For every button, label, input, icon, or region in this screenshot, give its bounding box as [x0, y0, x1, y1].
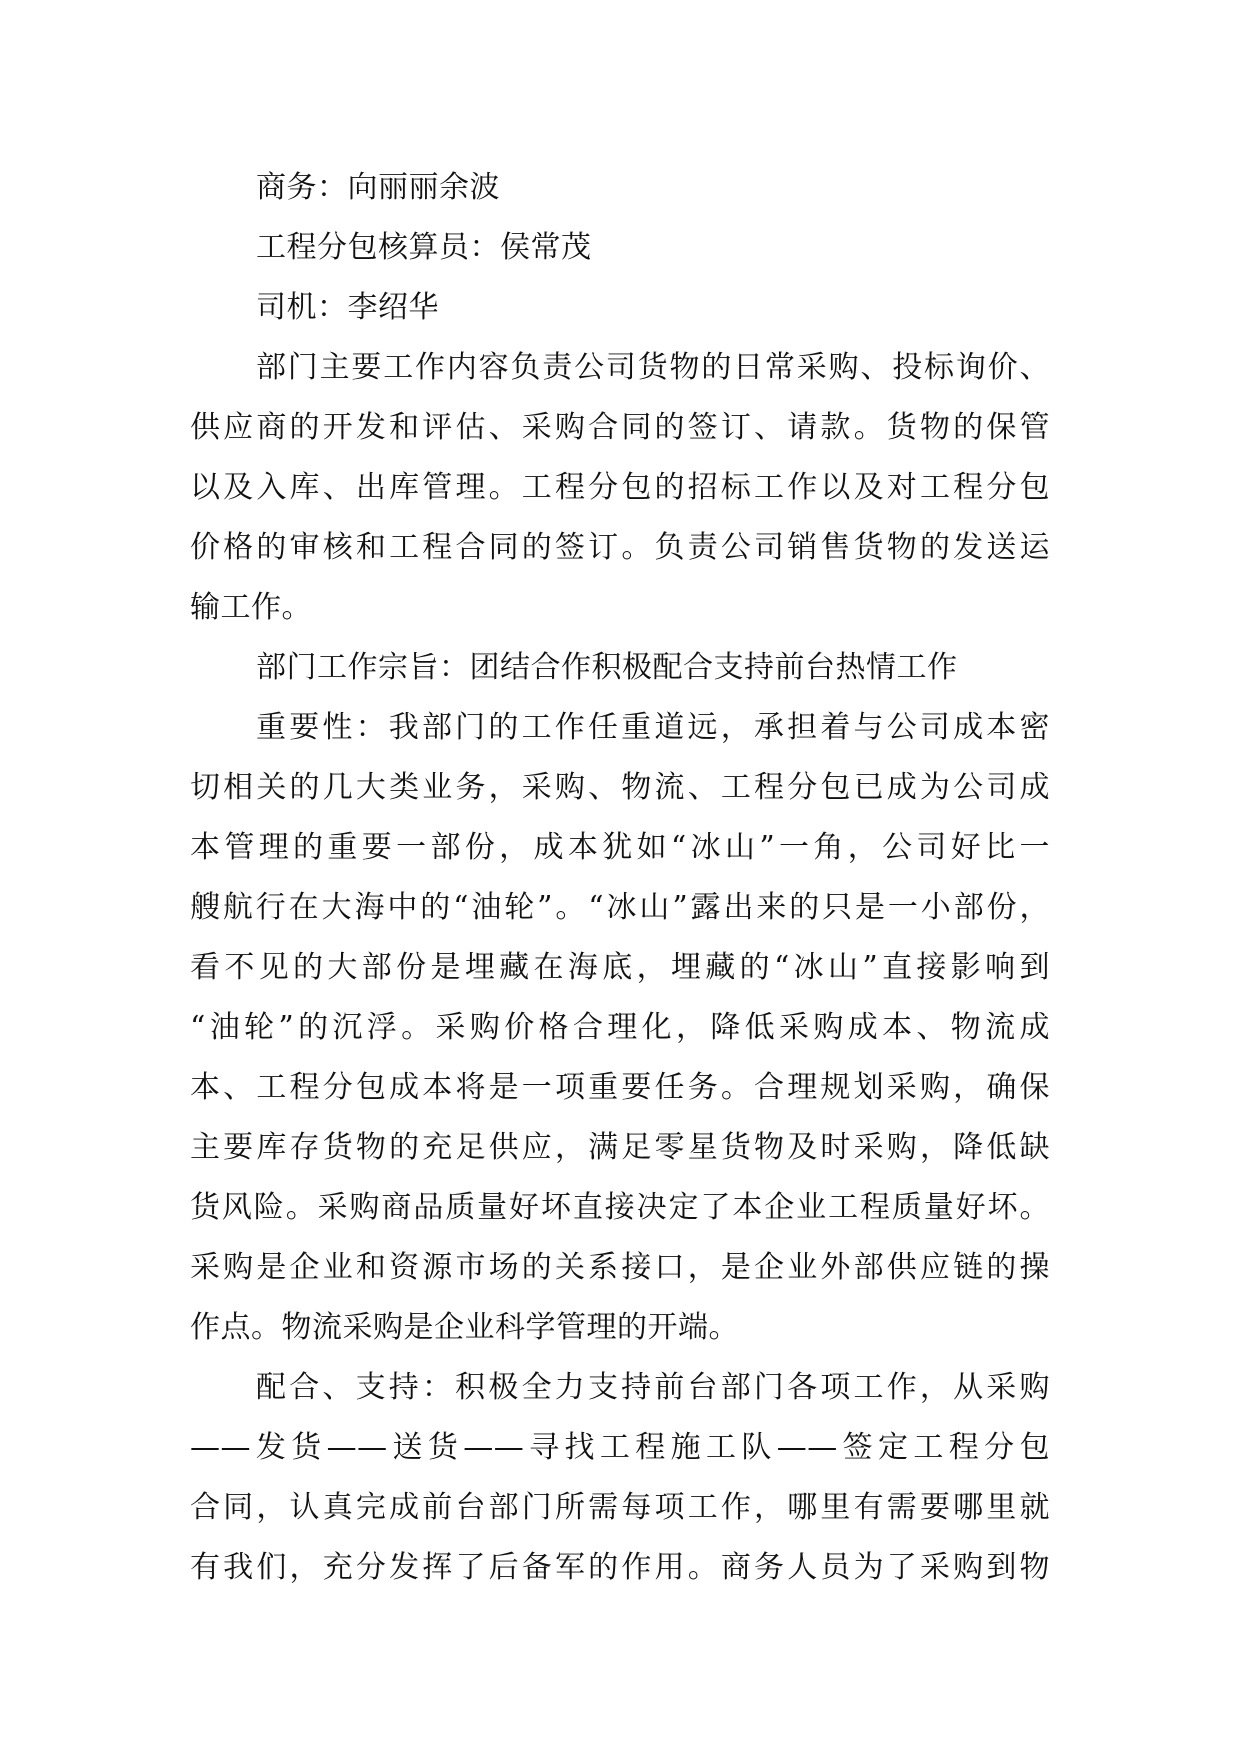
text-line: 有我们，充分发挥了后备军的作用。商务人员为了采购到物 — [190, 1550, 1050, 1585]
text-line: “油轮”的沉浮。采购价格合理化，降低采购成本、物流成 — [190, 1010, 1050, 1045]
text-line: 供应商的开发和评估、采购合同的签订、请款。货物的保管 — [190, 410, 1050, 445]
text-line: 输工作。 — [190, 590, 312, 625]
text-line: 商务：向丽丽余波 — [256, 170, 500, 205]
text-line: 艘航行在大海中的“油轮”。“冰山”露出来的只是一小部份， — [190, 890, 1050, 925]
text-line: 主要库存货物的充足供应，满足零星货物及时采购，降低缺 — [190, 1130, 1050, 1165]
text-line: ——发货——送货——寻找工程施工队——签定工程分包 — [190, 1430, 1050, 1465]
text-line: 看不见的大部份是埋藏在海底，埋藏的“冰山”直接影响到 — [190, 950, 1050, 985]
text-line: 以及入库、出库管理。工程分包的招标工作以及对工程分包 — [190, 470, 1050, 505]
text-line: 司机：李绍华 — [256, 290, 439, 325]
text-line: 切相关的几大类业务，采购、物流、工程分包已成为公司成 — [190, 770, 1050, 805]
text-line: 货风险。采购商品质量好坏直接决定了本企业工程质量好坏。 — [190, 1190, 1050, 1225]
text-line: 采购是企业和资源市场的关系接口，是企业外部供应链的操 — [190, 1250, 1050, 1285]
text-line: 工程分包核算员：侯常茂 — [256, 230, 592, 265]
text-line: 本管理的重要一部份，成本犹如“冰山”一角，公司好比一 — [190, 830, 1050, 865]
text-line: 作点。物流采购是企业科学管理的开端。 — [190, 1310, 739, 1345]
text-line: 合同，认真完成前台部门所需每项工作，哪里有需要哪里就 — [190, 1490, 1050, 1525]
document-body — [190, 158, 1050, 1598]
text-line: 本、工程分包成本将是一项重要任务。合理规划采购，确保 — [190, 1070, 1050, 1105]
text-line: 重要性：我部门的工作任重道远，承担着与公司成本密 — [256, 710, 1050, 745]
text-line: 配合、支持：积极全力支持前台部门各项工作，从采购 — [256, 1370, 1050, 1405]
text-line: 部门主要工作内容负责公司货物的日常采购、投标询价、 — [256, 350, 1050, 385]
text-line: 价格的审核和工程合同的签订。负责公司销售货物的发送运 — [190, 530, 1050, 565]
text-line: 部门工作宗旨：团结合作积极配合支持前台热情工作 — [256, 650, 958, 685]
